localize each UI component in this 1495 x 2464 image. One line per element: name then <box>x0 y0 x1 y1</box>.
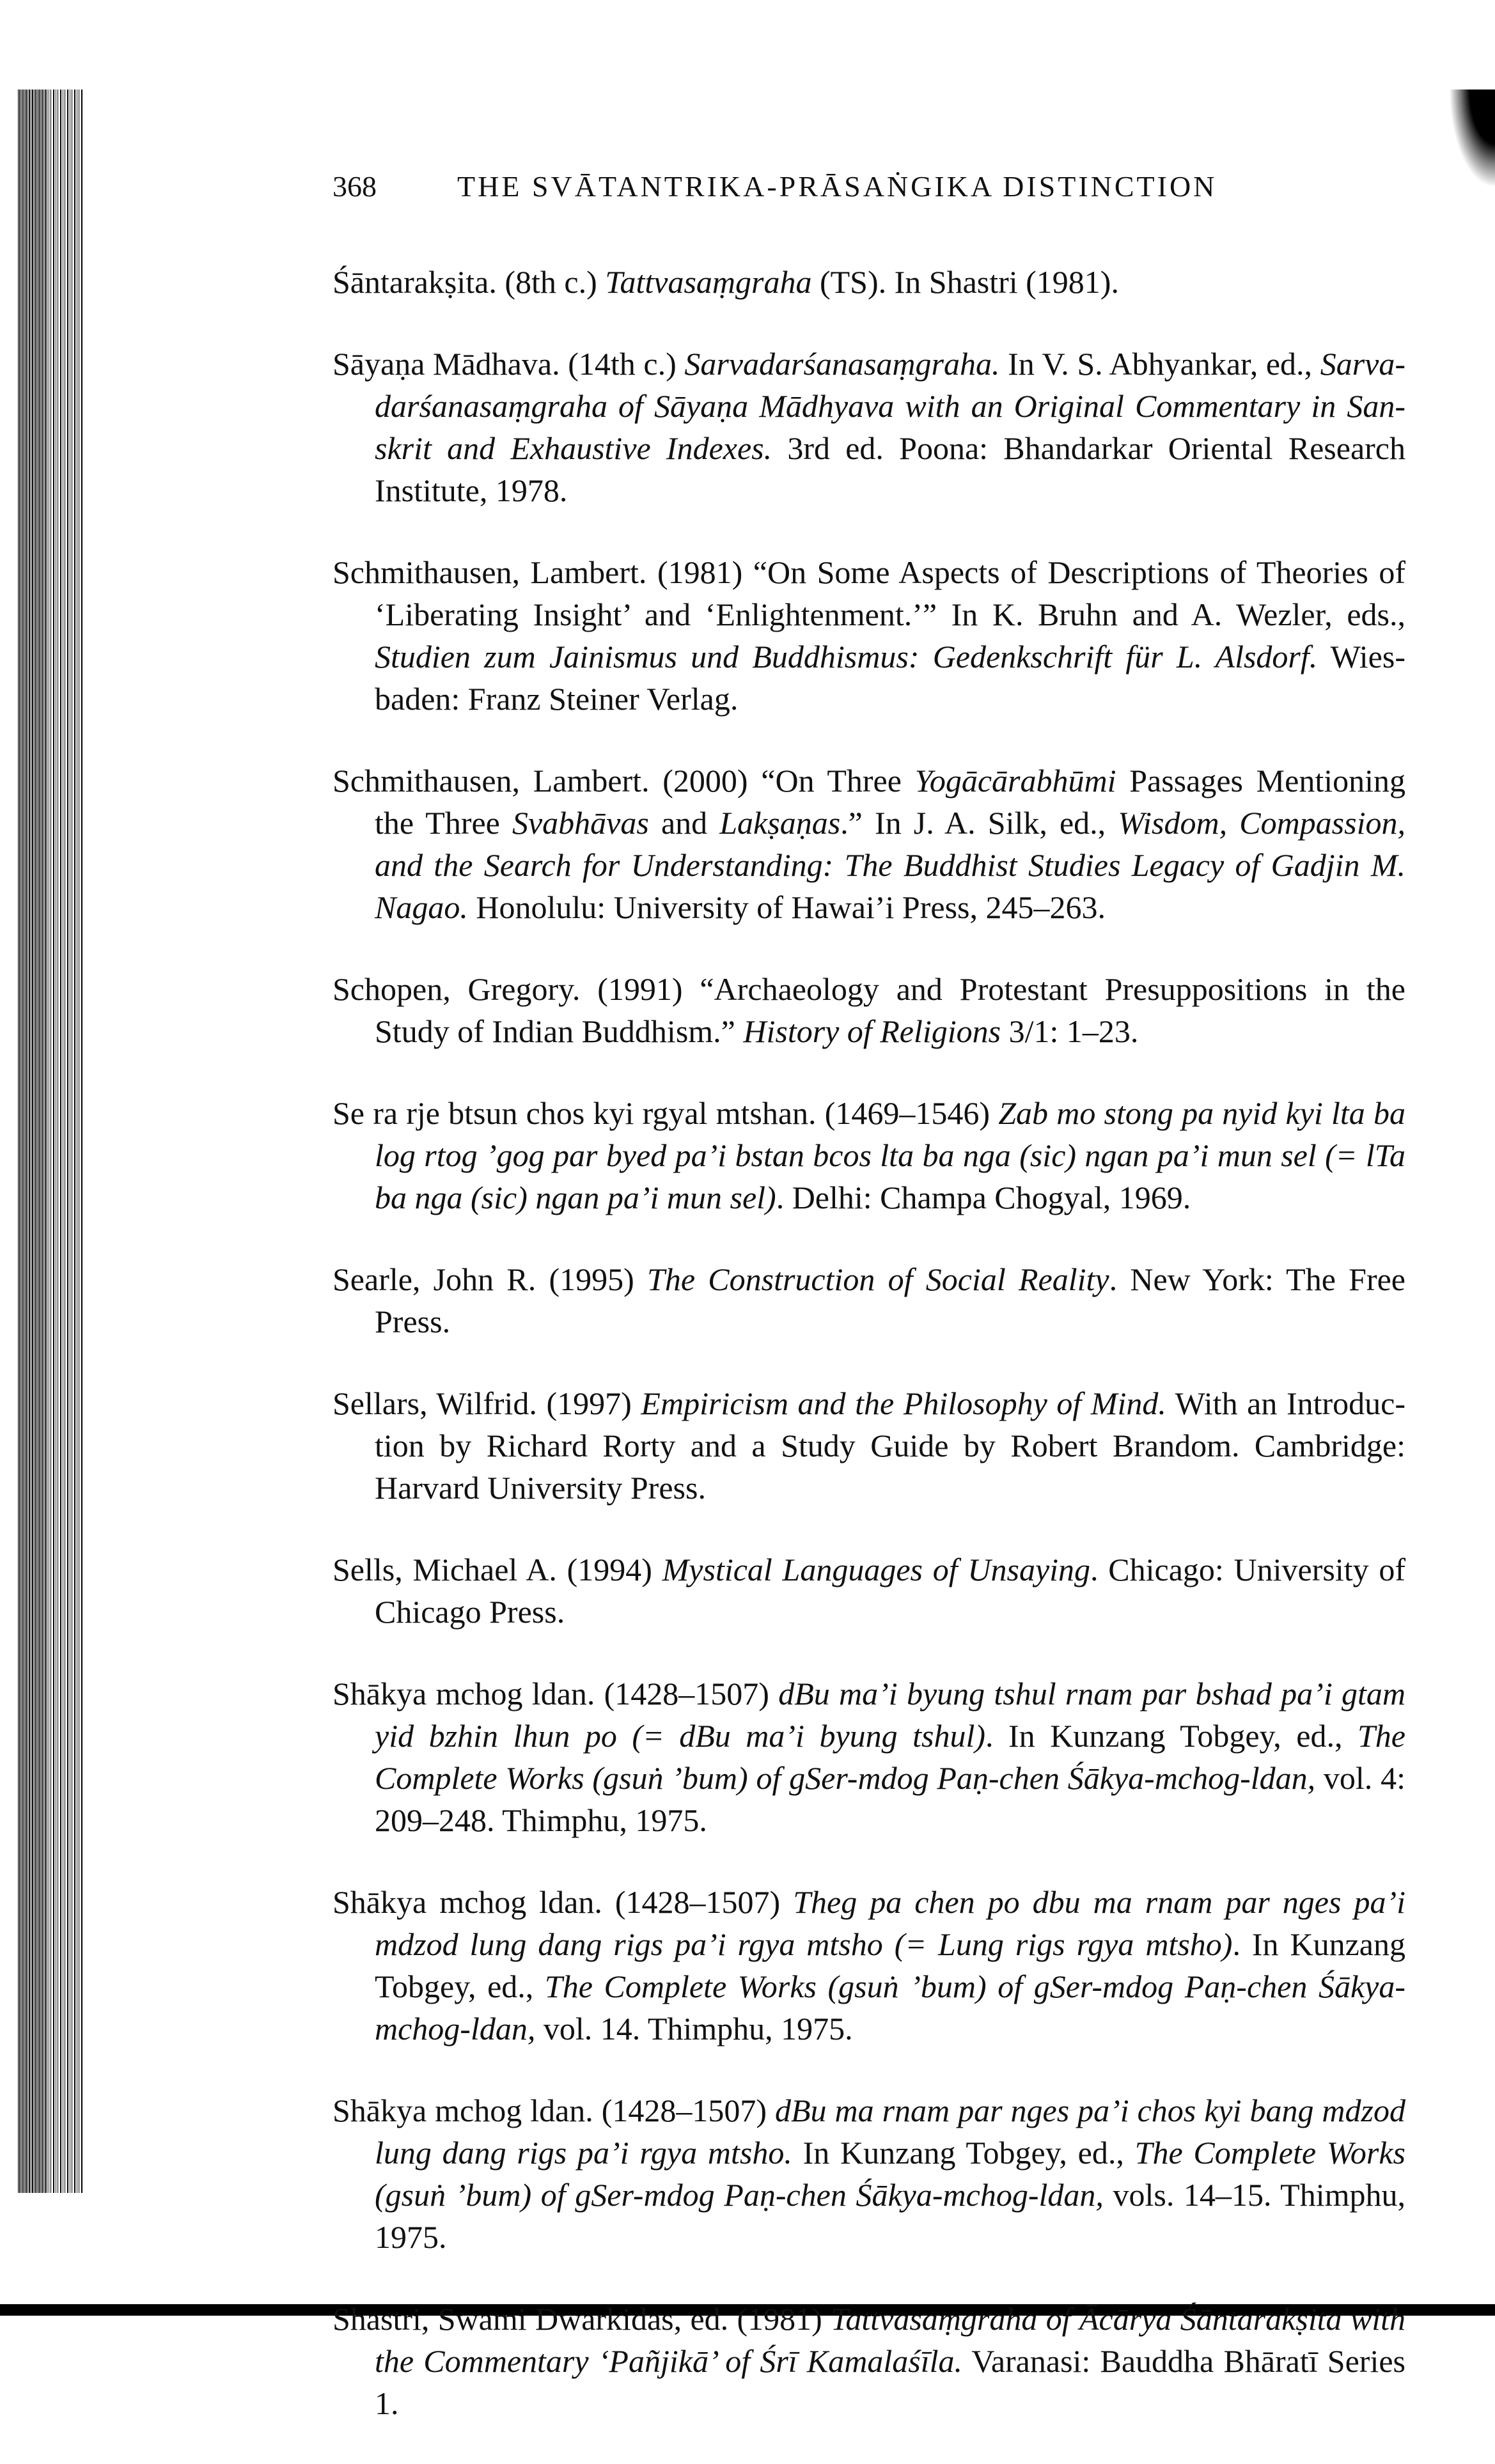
bibliography-entry <box>333 1673 1405 1841</box>
entry-text: . Delhi: Champa Chogyal, 1969. <box>776 1180 1191 1215</box>
entry-text: With an Introduction by Richard Rorty and a Study Guide by Robert Brandom. Cambridge: Harvard University Press. <box>375 1385 1405 1506</box>
entry-text: In V. S. Abhyankar, ed., <box>999 346 1320 382</box>
bibliography-entry <box>333 1548 1405 1633</box>
entry-text: Shastri, Swami Dwarkidas, ed. (1981) <box>333 2301 831 2337</box>
entry-text: Sellars, Wilfrid. (1997) <box>333 1385 641 1421</box>
bibliography-entry <box>333 551 1405 720</box>
entry-title-italic: The Complete Works (gsuṅ ’bum) of gSer-mdog Paṇ-chen Śākya-mchog-ldan, <box>375 1718 1405 1796</box>
entry-title-italic: Empiricism and the Philosophy of Mind. <box>641 1385 1166 1421</box>
entry-title-italic: Tattvasaṃgraha <box>605 264 812 300</box>
bibliography-entry <box>333 261 1405 303</box>
entry-title-italic: The Complete Works (gsuṅ ’bum) of gSer-mdog Paṇ-chen Śākya-mchog-ldan, <box>375 2135 1405 2213</box>
entry-text: . In Kunzang Tobgey, ed., <box>985 1718 1358 1754</box>
scan-binding-edge-inner <box>18 90 47 2193</box>
entry-text: Varanasi: Bauddha Bhāratī Series 1. <box>375 2343 1405 2421</box>
entry-title-italic: Tattvasaṃgraha of Ācārya Śāntarakṣita with the Commentary ‘Pañjikā’ of Śrī Kamalaśīla. <box>375 2301 1405 2379</box>
entry-text: Sells, Michael A. (1994) <box>333 1552 662 1587</box>
entry-title-italic: Wisdom, Compassion, and the Search for Understanding: The Buddhist Studies Legacy of Gadjin M. Nagao. <box>375 805 1405 925</box>
entry-text: Shākya mchog ldan. (1428–1507) <box>333 2093 775 2128</box>
bibliography-entry <box>333 1092 1405 1219</box>
entry-text: 3/1: 1–23. <box>1001 1013 1139 1049</box>
entry-title-italic: Sarvadarśanasaṃgraha of Sāyaṇa Mādhyava with an Original Commentary in Sanskrit and Exhaustive Indexes. <box>375 346 1405 466</box>
entry-title-italic: Mystical Languages of Unsaying <box>662 1552 1091 1587</box>
entry-title-italic: dBu ma rnam par nges pa’i chos kyi bang mdzod lung dang rigs pa’i rgya mtsho. <box>375 2093 1405 2171</box>
bibliography-entry <box>333 968 1405 1052</box>
entry-title-italic: Yogācārabhūmi <box>914 763 1116 799</box>
bibliography-entry <box>333 1258 1405 1343</box>
entry-text: and <box>648 805 720 841</box>
entry-title-italic: Zab mo stong pa nyid kyi lta ba log rtog ’gog par byed pa’i bstan bcos lta ba nga (sic) ngan pa’i mun sel (= lTa ba nga (sic) ngan pa’i mun sel) <box>375 1095 1405 1215</box>
entry-title-italic: Studien zum Jainismus und Buddhismus: Gedenkschrift für L. Alsdorf. <box>375 639 1318 674</box>
entry-title-italic: Sarvadarśanasaṃgraha. <box>684 346 1000 382</box>
entry-text: Se ra rje btsun chos kyi rgyal mtshan. (1469–1546) <box>333 1095 999 1131</box>
entry-title-italic: The Construction of Social Reality <box>647 1261 1109 1297</box>
entry-text: .” In J. A. Silk, ed., <box>840 805 1118 841</box>
entry-text: Shākya mchog ldan. (1428–1507) <box>333 1884 794 1920</box>
bibliography-entry <box>333 343 1405 511</box>
entry-text: Honolulu: University of Hawai’i Press, 245–263. <box>467 889 1106 925</box>
entry-text: Wiesbaden: Franz Steiner Verlag. <box>375 639 1405 717</box>
entry-text: Schmithausen, Lambert. (1981) “On Some Aspects of Descriptions of Theories of ‘Liberating Insight’ and ‘Enlightenment.’” In K. Bruhn and A. Wezler, eds., <box>333 554 1405 632</box>
entry-title-italic: The Complete Works (gsuṅ ’bum) of gSer-mdog Paṇ-chen Śākya-mchog-ldan, <box>375 1969 1405 2047</box>
entry-title-italic: dBu ma’i byung tshul rnam par bshad pa’i gtam yid bzhin lhun po (= dBu ma’i byung tshul) <box>375 1676 1405 1754</box>
running-head-title: THE SVĀTANTRIKA-PRĀSAṄGIKA DISTINCTION <box>457 170 1217 203</box>
bibliography-entry <box>333 2089 1405 2258</box>
entry-text: . In Kunzang Tobgey, ed., <box>375 1926 1405 2004</box>
bibliography-entry <box>333 1382 1405 1509</box>
entry-text: . Chicago: University of Chicago Press. <box>375 1552 1405 1630</box>
running-head <box>333 168 1407 206</box>
bibliography-list <box>333 261 1405 2464</box>
entry-text: In Kunzang Tobgey, ed., <box>792 2135 1135 2171</box>
entry-title-italic: Theg pa chen po dbu ma rnam par nges pa’i mdzod lung dang rigs pa’i rgya mtsho (= Lung rigs rgya mtsho) <box>375 1884 1405 1962</box>
entry-text: Sāyaṇa Mādhava. (14th c.) <box>333 346 685 382</box>
entry-title-italic: Lakṣaṇas <box>719 805 841 841</box>
entry-text: Searle, John R. (1995) <box>333 1261 648 1297</box>
entry-title-italic: Svabhāvas <box>512 805 649 841</box>
entry-text: (TS). In Shastri (1981). <box>811 264 1119 300</box>
entry-text: Passages Mentioning the Three <box>375 763 1405 841</box>
bibliography-entry <box>333 1881 1405 2050</box>
page-number: 368 <box>333 170 377 203</box>
entry-text: Shākya mchog ldan. (1428–1507) <box>333 1676 779 1712</box>
entry-text: vols. 14–15. Thimphu, 1975. <box>375 2177 1405 2255</box>
bibliography-entry <box>333 760 1405 928</box>
entry-text: vol. 14. Thimphu, 1975. <box>535 2011 853 2047</box>
entry-text: Schopen, Gregory. (1991) “Archaeology and Protestant Presuppositions in the Study of Indian Buddhism.” <box>333 971 1405 1049</box>
scan-corner-shadow <box>1450 90 1495 185</box>
entry-title-italic: History of Religions <box>743 1013 1001 1049</box>
entry-text: vol. 4: 209–248. Thimphu, 1975. <box>375 1760 1405 1838</box>
bibliography-entry <box>333 2298 1405 2424</box>
entry-text: Śāntarakṣita. (8th c.) <box>333 264 606 300</box>
entry-text: Schmithausen, Lambert. (2000) “On Three <box>333 763 915 799</box>
entry-text: 3rd ed. Poona: Bhandarkar Oriental Research Institute, 1978. <box>375 430 1405 508</box>
entry-text: . New York: The Free Press. <box>375 1261 1405 1339</box>
